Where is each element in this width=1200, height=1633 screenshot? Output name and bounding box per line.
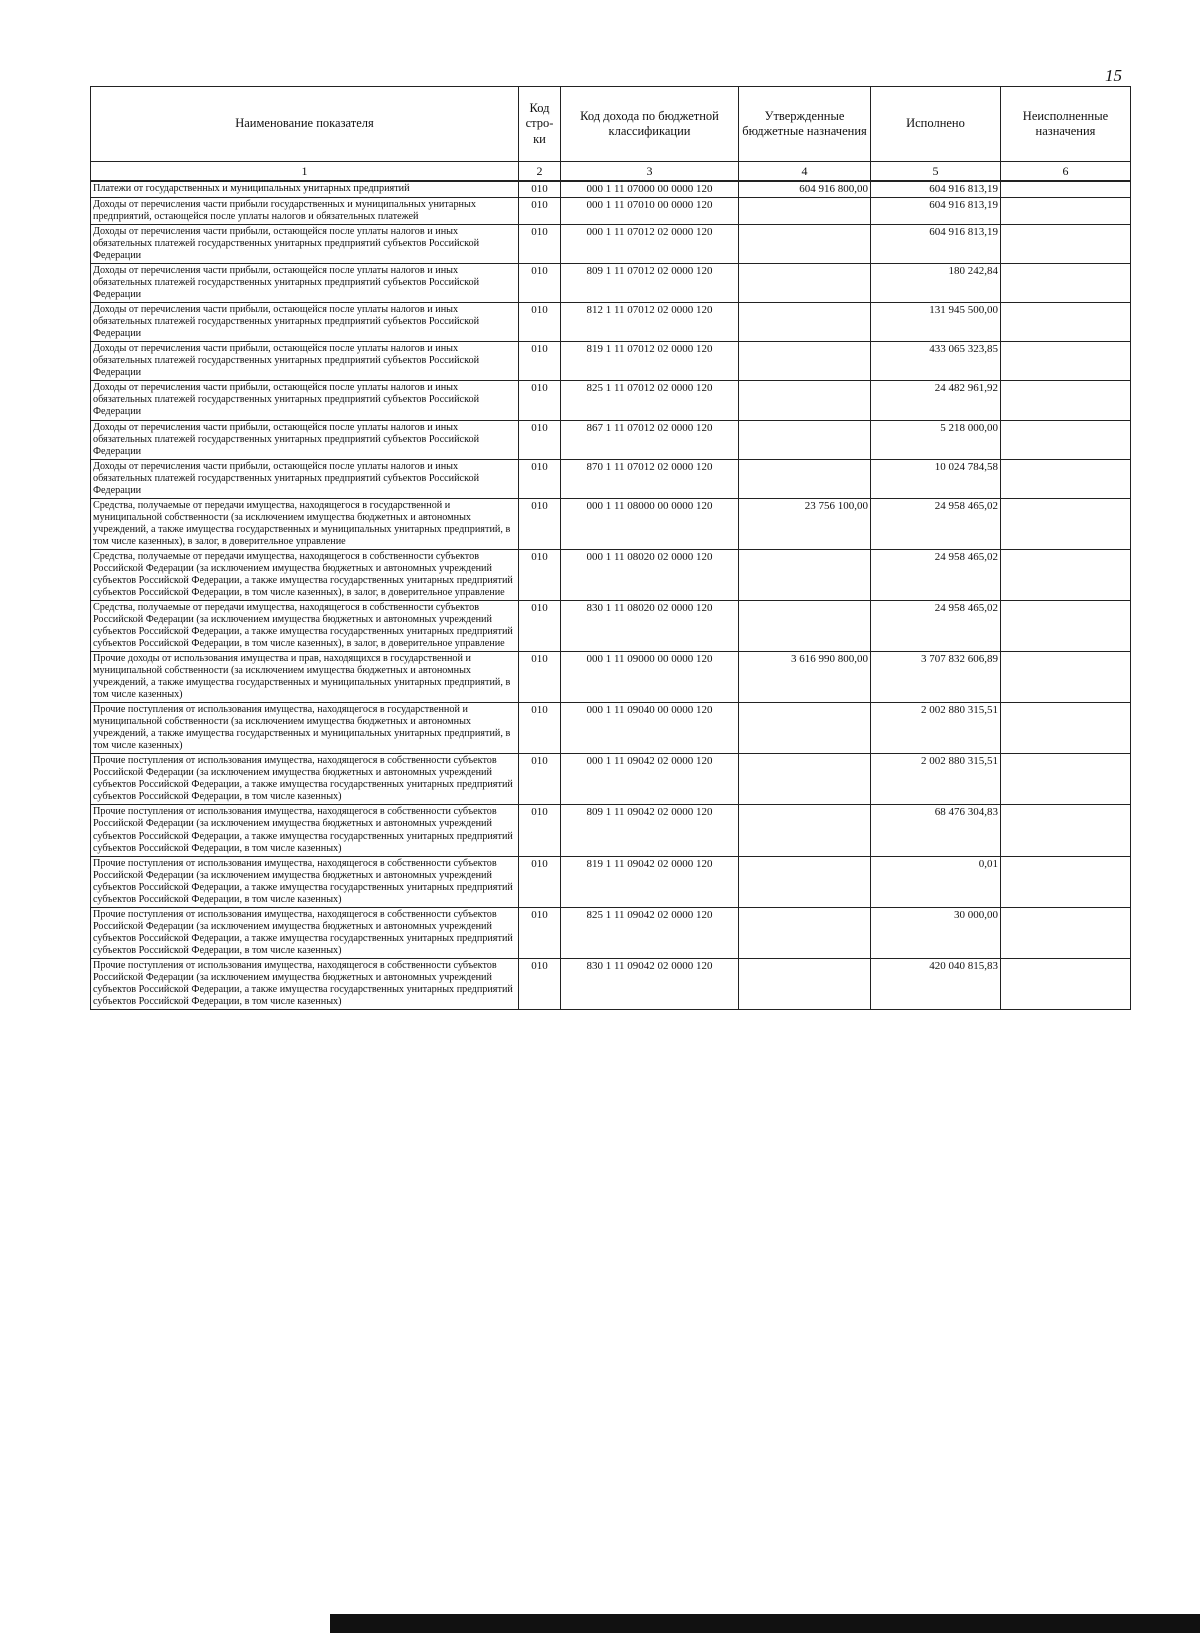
column-number: 6 <box>1001 162 1131 182</box>
unexecuted-amount <box>1001 754 1131 805</box>
executed-amount: 2 002 880 315,51 <box>871 703 1001 754</box>
header-executed: Исполнено <box>871 87 1001 162</box>
income-code: 830 1 11 09042 02 0000 120 <box>561 958 739 1009</box>
unexecuted-amount <box>1001 549 1131 600</box>
indicator-name: Прочие поступления от использования имущества, находящегося в собственности субъектов Российской Федерации (за исключением имущества бюджетных и автономных учреждений субъектов Российской Федерации, а также имущества государственных унитарных предприятий субъектов Российской Федерации, в том числе казенных) <box>91 958 519 1009</box>
executed-amount: 180 242,84 <box>871 264 1001 303</box>
approved-amount <box>739 264 871 303</box>
indicator-name: Средства, получаемые от передачи имущества, находящегося в государственной и муниципальной собственности (за исключением имущества бюджетных и автономных учреждений, а также имущества государственных и муниципальных унитарных предприятий, в том числе казенных), в залог, в доверительное управление <box>91 498 519 549</box>
income-code: 809 1 11 09042 02 0000 120 <box>561 805 739 856</box>
executed-amount: 0,01 <box>871 856 1001 907</box>
executed-amount: 433 065 323,85 <box>871 342 1001 381</box>
line-code: 010 <box>519 549 561 600</box>
executed-amount: 5 218 000,00 <box>871 420 1001 459</box>
executed-amount: 131 945 500,00 <box>871 303 1001 342</box>
table-row <box>91 342 1131 381</box>
indicator-name: Средства, получаемые от передачи имущества, находящегося в собственности субъектов Российской Федерации (за исключением имущества бюджетных и автономных учреждений субъектов Российской Федерации, а также имущества государственных унитарных предприятий субъектов Российской Федерации, в том числе казенных), в залог, в доверительное управление <box>91 549 519 600</box>
line-code: 010 <box>519 420 561 459</box>
income-code: 000 1 11 09000 00 0000 120 <box>561 652 739 703</box>
unexecuted-amount <box>1001 498 1131 549</box>
executed-amount: 24 958 465,02 <box>871 600 1001 651</box>
income-code: 825 1 11 07012 02 0000 120 <box>561 381 739 420</box>
unexecuted-amount <box>1001 381 1131 420</box>
table-row <box>91 459 1131 498</box>
column-number: 5 <box>871 162 1001 182</box>
approved-amount <box>739 805 871 856</box>
unexecuted-amount <box>1001 652 1131 703</box>
unexecuted-amount <box>1001 264 1131 303</box>
header-name: Наименование показателя <box>91 87 519 162</box>
executed-amount: 420 040 815,83 <box>871 958 1001 1009</box>
approved-amount <box>739 907 871 958</box>
approved-amount <box>739 459 871 498</box>
line-code: 010 <box>519 303 561 342</box>
table-row <box>91 652 1131 703</box>
approved-amount <box>739 342 871 381</box>
income-code: 819 1 11 09042 02 0000 120 <box>561 856 739 907</box>
scan-edge-bar <box>330 1614 1200 1633</box>
income-code: 000 1 11 08020 02 0000 120 <box>561 549 739 600</box>
indicator-name: Прочие доходы от использования имущества и прав, находящихся в государственной и муниципальной собственности (за исключением имущества бюджетных и автономных учреждений, а также имущества государственных и муниципальных унитарных предприятий, в том числе казенных) <box>91 652 519 703</box>
indicator-name: Прочие поступления от использования имущества, находящегося в государственной и муниципальной собственности (за исключением имущества бюджетных и автономных учреждений, а также имущества государственных и муниципальных унитарных предприятий, в том числе казенных) <box>91 703 519 754</box>
table-row <box>91 498 1131 549</box>
line-code: 010 <box>519 342 561 381</box>
table-row <box>91 907 1131 958</box>
indicator-name: Прочие поступления от использования имущества, находящегося в собственности субъектов Российской Федерации (за исключением имущества бюджетных и автономных учреждений субъектов Российской Федерации, а также имущества государственных унитарных предприятий субъектов Российской Федерации, в том числе казенных) <box>91 805 519 856</box>
approved-amount <box>739 703 871 754</box>
indicator-name: Доходы от перечисления части прибыли, остающейся после уплаты налогов и иных обязательных платежей государственных унитарных предприятий субъектов Российской Федерации <box>91 459 519 498</box>
indicator-name: Платежи от государственных и муниципальных унитарных предприятий <box>91 181 519 197</box>
income-code: 000 1 11 09040 00 0000 120 <box>561 703 739 754</box>
approved-amount <box>739 856 871 907</box>
unexecuted-amount <box>1001 342 1131 381</box>
executed-amount: 24 958 465,02 <box>871 498 1001 549</box>
header-line-code: Код стро-ки <box>519 87 561 162</box>
header-approved: Утвержденные бюджетные назначения <box>739 87 871 162</box>
income-code: 870 1 11 07012 02 0000 120 <box>561 459 739 498</box>
approved-amount <box>739 549 871 600</box>
executed-amount: 24 482 961,92 <box>871 381 1001 420</box>
unexecuted-amount <box>1001 703 1131 754</box>
income-code: 830 1 11 08020 02 0000 120 <box>561 600 739 651</box>
approved-amount: 23 756 100,00 <box>739 498 871 549</box>
line-code: 010 <box>519 958 561 1009</box>
executed-amount: 604 916 813,19 <box>871 225 1001 264</box>
unexecuted-amount <box>1001 459 1131 498</box>
income-code: 000 1 11 07012 02 0000 120 <box>561 225 739 264</box>
income-report-table <box>90 86 1131 1010</box>
line-code: 010 <box>519 600 561 651</box>
line-code: 010 <box>519 703 561 754</box>
unexecuted-amount <box>1001 181 1131 197</box>
indicator-name: Доходы от перечисления части прибыли, остающейся после уплаты налогов и иных обязательных платежей государственных унитарных предприятий субъектов Российской Федерации <box>91 342 519 381</box>
column-number: 2 <box>519 162 561 182</box>
income-code: 812 1 11 07012 02 0000 120 <box>561 303 739 342</box>
page-number: 15 <box>1105 66 1122 85</box>
line-code: 010 <box>519 225 561 264</box>
income-code: 819 1 11 07012 02 0000 120 <box>561 342 739 381</box>
indicator-name: Средства, получаемые от передачи имущества, находящегося в собственности субъектов Российской Федерации (за исключением имущества бюджетных и автономных учреждений субъектов Российской Федерации, а также имущества государственных унитарных предприятий субъектов Российской Федерации, в том числе казенных), в залог, в доверительное управление <box>91 600 519 651</box>
approved-amount <box>739 958 871 1009</box>
indicator-name: Доходы от перечисления части прибыли, остающейся после уплаты налогов и иных обязательных платежей государственных унитарных предприятий субъектов Российской Федерации <box>91 381 519 420</box>
unexecuted-amount <box>1001 958 1131 1009</box>
line-code: 010 <box>519 197 561 224</box>
line-code: 010 <box>519 856 561 907</box>
line-code: 010 <box>519 652 561 703</box>
indicator-name: Доходы от перечисления части прибыли, остающейся после уплаты налогов и иных обязательных платежей государственных унитарных предприятий субъектов Российской Федерации <box>91 225 519 264</box>
approved-amount: 604 916 800,00 <box>739 181 871 197</box>
table-row <box>91 549 1131 600</box>
line-code: 010 <box>519 498 561 549</box>
executed-amount: 68 476 304,83 <box>871 805 1001 856</box>
table-row <box>91 303 1131 342</box>
line-code: 010 <box>519 264 561 303</box>
column-number-row <box>91 162 1131 182</box>
indicator-name: Доходы от перечисления части прибыли, остающейся после уплаты налогов и иных обязательных платежей государственных унитарных предприятий субъектов Российской Федерации <box>91 420 519 459</box>
income-code: 825 1 11 09042 02 0000 120 <box>561 907 739 958</box>
table-row <box>91 856 1131 907</box>
table-row <box>91 754 1131 805</box>
table-row <box>91 703 1131 754</box>
approved-amount <box>739 754 871 805</box>
unexecuted-amount <box>1001 225 1131 264</box>
header-unexecuted: Неисполненные назначения <box>1001 87 1131 162</box>
line-code: 010 <box>519 754 561 805</box>
table-row <box>91 958 1131 1009</box>
line-code: 010 <box>519 381 561 420</box>
indicator-name: Прочие поступления от использования имущества, находящегося в собственности субъектов Российской Федерации (за исключением имущества бюджетных и автономных учреждений субъектов Российской Федерации, а также имущества государственных унитарных предприятий субъектов Российской Федерации, в том числе казенных) <box>91 754 519 805</box>
approved-amount <box>739 197 871 224</box>
executed-amount: 3 707 832 606,89 <box>871 652 1001 703</box>
approved-amount <box>739 600 871 651</box>
unexecuted-amount <box>1001 856 1131 907</box>
line-code: 010 <box>519 459 561 498</box>
approved-amount <box>739 303 871 342</box>
unexecuted-amount <box>1001 805 1131 856</box>
column-number: 4 <box>739 162 871 182</box>
indicator-name: Доходы от перечисления части прибыли, остающейся после уплаты налогов и иных обязательных платежей государственных унитарных предприятий субъектов Российской Федерации <box>91 264 519 303</box>
approved-amount: 3 616 990 800,00 <box>739 652 871 703</box>
income-code: 000 1 11 07010 00 0000 120 <box>561 197 739 224</box>
line-code: 010 <box>519 181 561 197</box>
income-code: 000 1 11 09042 02 0000 120 <box>561 754 739 805</box>
column-number: 1 <box>91 162 519 182</box>
table-row <box>91 600 1131 651</box>
line-code: 010 <box>519 805 561 856</box>
income-code: 867 1 11 07012 02 0000 120 <box>561 420 739 459</box>
line-code: 010 <box>519 907 561 958</box>
income-code: 000 1 11 07000 00 0000 120 <box>561 181 739 197</box>
executed-amount: 10 024 784,58 <box>871 459 1001 498</box>
column-number: 3 <box>561 162 739 182</box>
indicator-name: Доходы от перечисления части прибыли, остающейся после уплаты налогов и иных обязательных платежей государственных унитарных предприятий субъектов Российской Федерации <box>91 303 519 342</box>
table-row <box>91 225 1131 264</box>
indicator-name: Прочие поступления от использования имущества, находящегося в собственности субъектов Российской Федерации (за исключением имущества бюджетных и автономных учреждений субъектов Российской Федерации, а также имущества государственных унитарных предприятий субъектов Российской Федерации, в том числе казенных) <box>91 856 519 907</box>
unexecuted-amount <box>1001 907 1131 958</box>
income-code: 809 1 11 07012 02 0000 120 <box>561 264 739 303</box>
header-income-code: Код дохода по бюджетной классификации <box>561 87 739 162</box>
approved-amount <box>739 381 871 420</box>
table-row <box>91 805 1131 856</box>
table-row <box>91 181 1131 197</box>
table-row <box>91 381 1131 420</box>
table-row <box>91 264 1131 303</box>
executed-amount: 24 958 465,02 <box>871 549 1001 600</box>
unexecuted-amount <box>1001 197 1131 224</box>
table-row <box>91 197 1131 224</box>
indicator-name: Доходы от перечисления части прибыли государственных и муниципальных унитарных предприятий, остающейся после уплаты налогов и обязательных платежей <box>91 197 519 224</box>
unexecuted-amount <box>1001 600 1131 651</box>
executed-amount: 2 002 880 315,51 <box>871 754 1001 805</box>
approved-amount <box>739 225 871 264</box>
indicator-name: Прочие поступления от использования имущества, находящегося в собственности субъектов Российской Федерации (за исключением имущества бюджетных и автономных учреждений субъектов Российской Федерации, а также имущества государственных унитарных предприятий субъектов Российской Федерации, в том числе казенных) <box>91 907 519 958</box>
header-row <box>91 87 1131 162</box>
executed-amount: 30 000,00 <box>871 907 1001 958</box>
executed-amount: 604 916 813,19 <box>871 181 1001 197</box>
executed-amount: 604 916 813,19 <box>871 197 1001 224</box>
approved-amount <box>739 420 871 459</box>
unexecuted-amount <box>1001 303 1131 342</box>
table-row <box>91 420 1131 459</box>
unexecuted-amount <box>1001 420 1131 459</box>
income-code: 000 1 11 08000 00 0000 120 <box>561 498 739 549</box>
